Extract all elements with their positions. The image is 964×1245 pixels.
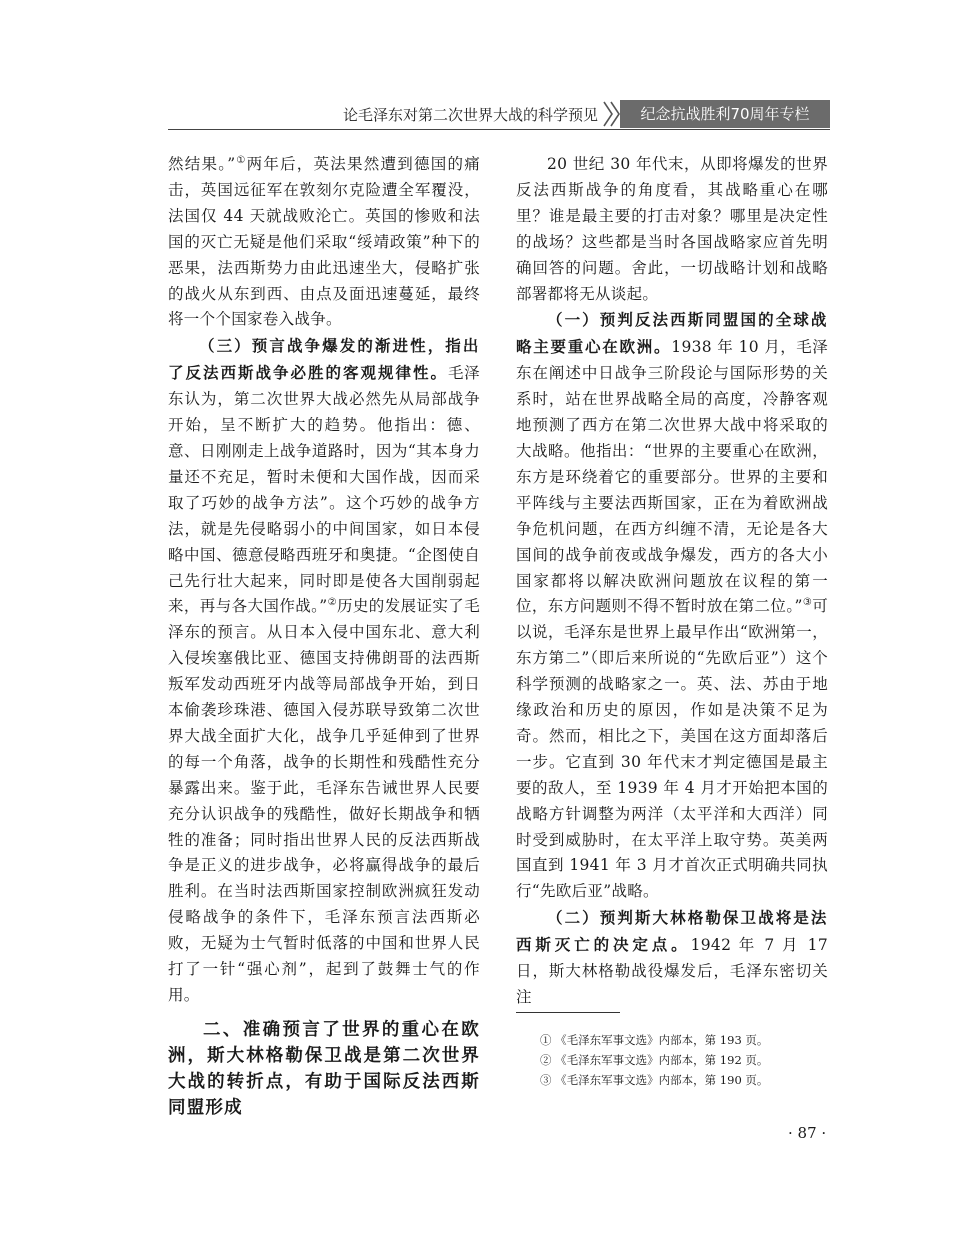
footnote-ref: ③ — [802, 597, 813, 609]
paragraph: 20 世纪 30 年代末，从即将爆发的世界反法西斯战争的角度看，其战略重心在哪里？谁是最主要的打击对象？哪里是决定性的战场？这些都是当时各国战略家应首先明确回答的问题。舍此，一切战略计划和战略部署都将无从谈起。 — [516, 155, 828, 303]
footnote-ref: ① — [235, 155, 247, 166]
paragraph — [516, 905, 828, 1011]
text-run: 历史的发展证实了毛泽东的预言。从日本入侵中国东北、意大利入侵埃塞俄比亚、德国支持佛朗哥的法西斯叛军发动西班牙内战等局部战争开始，到日本偷袭珍珠港、德国入侵苏联导致第二次世界大战全面扩大化，战争几乎延伸到了世界的每一个角落，战争的长期性和残酷性充分暴露出来。鉴于此，毛泽东告诫世界人民要充分认识战争的残酷性，做好长期战争和牺牲的准备；同时指出世界人民的反法西斯战争是正义的进步战争，必将赢得战争的最后胜利。在当时法西斯国家控制欧洲疯狂发动侵略战争的条件下，毛泽东预言法西斯必败，无疑为士气暂时低落的中国和世界人民打了一针“强心剂”，起到了鼓舞士气的作用。 — [168, 597, 481, 1004]
footnote: ① 《毛泽东军事文选》内部本，第 193 页。 — [540, 1033, 769, 1047]
paragraph — [168, 152, 480, 333]
text-run: 1942 年 7 月 17 日，斯大林格勒战役爆发后，毛泽东密切关注 — [516, 936, 828, 1006]
running-header — [168, 100, 830, 128]
footnotes — [540, 1030, 830, 1090]
section-heading: 二、准确预言了世界的重心在欧洲，斯大林格勒保卫战是第二次世界大战的转折点，有助于国际反法西斯同盟形成 — [168, 1019, 480, 1118]
column-tag: 纪念抗战胜利70周年专栏 — [620, 100, 830, 128]
footnote-divider — [516, 1012, 620, 1013]
paragraph — [168, 333, 480, 1009]
left-column — [168, 152, 480, 1121]
page-number: · 87 · — [788, 1124, 827, 1142]
text-run: 毛泽东认为，第二次世界大战必然先从局部战争开始，呈不断扩大的趋势。他指出：德、意、日刚刚走上战争道路时，因为“其本身力量还不充足，暂时未便和大国作战，因而采取了巧妙的战争方法”。这个巧妙的战争方法，就是先侵略弱小的中间国家，如日本侵略中国、德意侵略西班牙和奥捷。“企图使自己先行壮大起来，同时即是使各大国削弱起来，再与各大国作战。” — [168, 364, 480, 616]
subsection-heading: （三）预言战争爆发的渐进性，指出了反法西斯战争必胜的客观规律性。 — [168, 336, 480, 383]
text-run: 然结果。” — [168, 155, 236, 173]
text-run: 可以说，毛泽东是世界上最早作出“欧洲第一，东方第二”（即后来所说的“先欧后亚”）这个科学预测的战略家之一。英、法、苏由于地缘政治和历史的原因，作如是决策不足为奇。然而，相比之下，美国在这方面却落后一步。它直到 30 年代末才判定德国是最主要的敌人，至 1939 年 4 月才开始把本国的战略方针调整为两洋（太平洋和大西洋）同时受到威胁时，在太平洋上取守势。英美两国直到 1941 年 3 月才首次正式明确共同执行“先欧后亚”战略。 — [516, 597, 828, 901]
text-run: 两年后，英法果然遭到德国的痛击，英国远征军在敦刻尔克险遭全军覆没，法国仅 44 天就战败沦亡。英国的惨败和法国的灭亡无疑是他们采取“绥靖政策”种下的恶果，法西斯势力由此迅速坐大，侵略扩张的战火从东到西、由点及面迅速蔓延，最终将一个个国家卷入战争。 — [168, 155, 481, 329]
paragraph — [516, 307, 828, 905]
footnote: ③ 《毛泽东军事文选》内部本，第 190 页。 — [540, 1073, 769, 1087]
double-chevron-icon — [602, 100, 622, 128]
text-run: 1938 年 10 月，毛泽东在阐述中日战争三阶段论与国际形势的关系时，站在世界战略全局的高度，冷静客观地预测了西方在第二次世界大战中将采取的大战略。他指出：“世界的主要重心在欧洲，东方是环绕着它的重要部分。世界的主要和平阵线与主要法西斯国家，正在为着欧洲战争危机问题，在西方纠缠不清，无论是各大国间的战争前夜或战争爆发，西方的各大小国家都将以解决欧洲问题放在议程的第一位，东方问题则不得不暂时放在第二位。” — [516, 338, 828, 616]
header-divider — [168, 129, 830, 130]
footnote-ref: ② — [327, 597, 337, 609]
article-title: 论毛泽东对第二次世界大战的科学预见 — [342, 106, 598, 124]
right-column — [516, 152, 828, 1011]
subsection-heading: （一）预判反法西斯同盟国的全球战略主要重心在欧洲。 — [516, 310, 828, 357]
subsection-heading: （二）预判斯大林格勒保卫战将是法西斯灭亡的决定点。 — [516, 908, 828, 955]
footnote: ② 《毛泽东军事文选》内部本，第 192 页。 — [540, 1053, 769, 1067]
